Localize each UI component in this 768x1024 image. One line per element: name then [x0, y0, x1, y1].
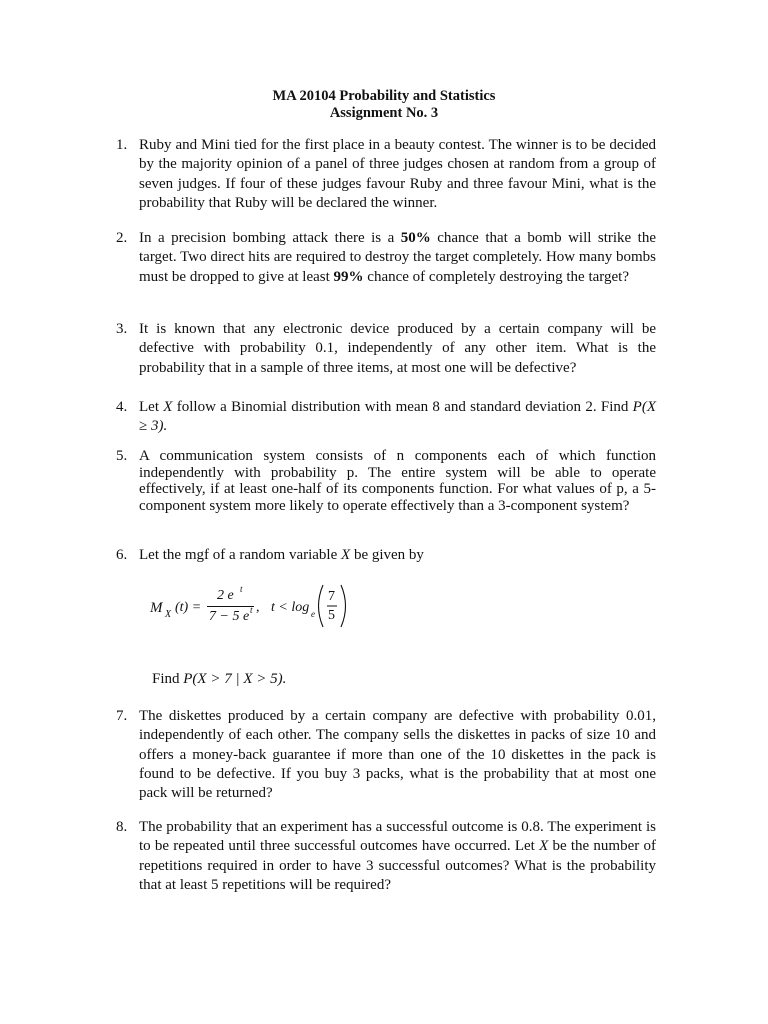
- fraction-bar: [207, 606, 254, 607]
- text-segment: be the number of repetitions required in order to have 3 successful outcomes? What is the probability that at least 5 repetitions will be required?: [139, 838, 656, 893]
- text-segment: follow a Binomial distribution with mean 8 and standard deviation 2. Find: [172, 399, 633, 415]
- bold-percent: 99%: [333, 268, 364, 285]
- text-segment: chance of completely destroying the target?: [363, 268, 629, 285]
- question-text: The diskettes produced by a certain company are defective with probability 0.01, independently of each other. The company sells the diskettes in packs of size 10 and offers a money-back guarantee if more than one of the 10 diskettes in the pack is found to be defective. If you buy 3 packs, what is the probability that at most one pack will be returned?: [139, 708, 656, 802]
- formula-lhs: M: [150, 600, 163, 616]
- question-1: [116, 136, 656, 213]
- question-text: [139, 546, 656, 565]
- math-variable: X: [163, 399, 173, 415]
- text-segment: Let: [139, 399, 164, 415]
- math-expression: P(X > 7 | X > 5).: [183, 671, 287, 687]
- formula-log-base: e: [311, 609, 315, 619]
- bold-percent: 50%: [400, 230, 431, 246]
- question-text: Ruby and Mini tied for the first place in a beauty contest. The winner is to be decided by the majority opinion of a panel of three judges chosen at random from a group of seven judges. If four of these judges favour Ruby and three favour Mini, what is the probability that Ruby will be declared the winner.: [139, 137, 656, 211]
- question-2: [116, 229, 656, 287]
- question-text: [139, 398, 656, 437]
- question-4: [116, 398, 656, 437]
- question-number: 6.: [116, 547, 128, 563]
- formula-lhs-arg: (t) =: [175, 600, 202, 615]
- document-header: [0, 88, 768, 122]
- math-variable: X: [539, 838, 549, 855]
- question-number: 5.: [116, 448, 128, 464]
- question-text: [139, 818, 656, 895]
- formula-condition: t < log: [271, 600, 310, 615]
- formula-denominator-superscript: t: [250, 605, 253, 615]
- formula-numerator: 2 e: [217, 588, 234, 603]
- formula-denominator: 7 − 5 e: [209, 609, 250, 624]
- question-8: [116, 818, 656, 895]
- math-variable: X: [341, 547, 351, 563]
- formula-ratio-numerator: 7: [328, 589, 335, 604]
- course-title: MA 20104 Probability and Statistics: [272, 88, 496, 104]
- question-6: [116, 546, 656, 565]
- formula-comma: ,: [256, 600, 260, 615]
- text-segment: In a precision bombing attack there is a: [139, 230, 401, 246]
- assignment-title: Assignment No. 3: [329, 105, 439, 121]
- text-segment: be given by: [350, 547, 424, 563]
- formula-ratio-denominator: 5: [328, 608, 335, 623]
- formula-lhs-subscript: X: [165, 609, 172, 620]
- question-number: 3.: [116, 321, 128, 337]
- find-label: Find: [152, 671, 180, 687]
- text-segment: Let the mgf of a random variable: [139, 547, 342, 563]
- question-text: It is known that any electronic device produced by a certain company will be defective with probability 0.1, independently of any other item. What is the probability that in a sample of three items, at most one will be defective?: [139, 321, 656, 376]
- question-number: 1.: [116, 137, 128, 153]
- text-segment: chance that a bomb will strike the target. Two direct hits are required to destroy the target completely. How many bombs must be dropped to give at least: [139, 230, 657, 285]
- question-text: [139, 229, 656, 287]
- text-segment: The probability that an experiment has a successful outcome is 0.8. The experiment is to be repeated until three successful outcomes have occurred. Let: [139, 819, 656, 855]
- question-number: 8.: [116, 819, 128, 835]
- question-number: 2.: [116, 230, 128, 246]
- question-number: 4.: [116, 399, 128, 415]
- formula-numerator-superscript: t: [240, 584, 243, 594]
- question-7: [116, 707, 656, 803]
- question-3: [116, 320, 656, 378]
- math-expression: P(X ≥ 3).: [139, 399, 656, 435]
- question-5: [116, 448, 656, 514]
- question-text: A communication system consists of n components each of which function independently with probability p. The entire system will be able to operate effectively, if at least one-half of its components function. For what values of p, a 5-component system more likely to operate effectively than a 3-component system?: [139, 448, 656, 514]
- find-line: [152, 671, 286, 688]
- question-number: 7.: [116, 708, 128, 724]
